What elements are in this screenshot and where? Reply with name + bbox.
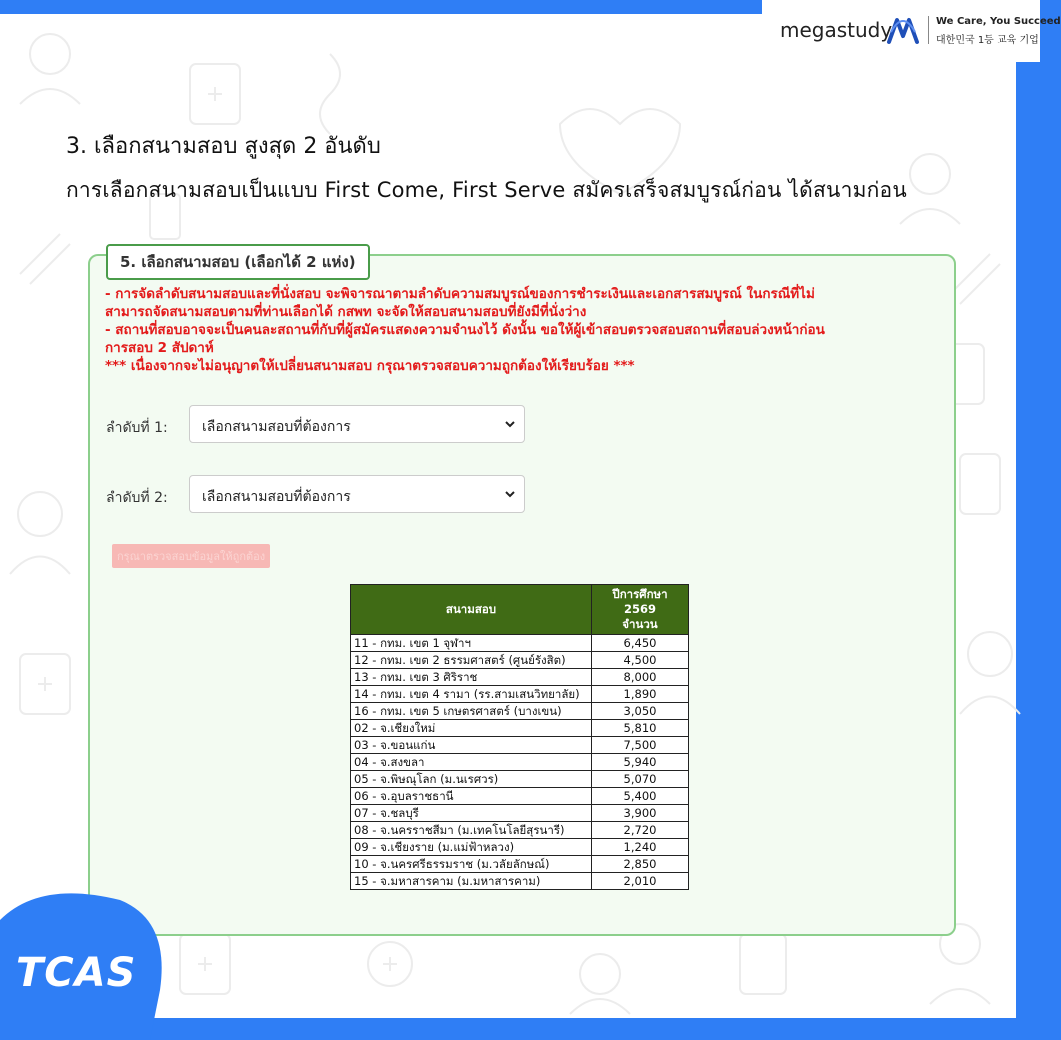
capacity-header-year: ปีการศึกษา 2569 [612,587,668,616]
venue-capacity-cell: 4,500 [592,652,689,669]
venue-name-cell: 12 - กทม. เขต 2 ธรรมศาสตร์ (ศูนย์รังสิต) [351,652,592,669]
venue-name-cell: 10 - จ.นครศรีธรรมราช (ม.วลัยลักษณ์) [351,856,592,873]
venue-notice [105,285,945,375]
rank1-venue-select[interactable] [189,405,525,443]
table-row [351,720,689,737]
venue-capacity-cell: 2,720 [592,822,689,839]
venue-name-cell: 15 - จ.มหาสารคาม (ม.มหาสารคาม) [351,873,592,890]
table-row [351,737,689,754]
table-body [351,635,689,890]
panel-title: 5. เลือกสนามสอบ (เลือกได้ 2 แห่ง) [106,244,370,280]
capacity-column-header [592,585,689,635]
venue-name-cell: 06 - จ.อุบลราชธานี [351,788,592,805]
venue-name-cell: 04 - จ.สงขลา [351,754,592,771]
rank1-label: ลำดับที่ 1: [106,420,168,436]
venue-capacity-cell: 1,240 [592,839,689,856]
venue-name-cell: 11 - กทม. เขต 1 จุฬาฯ [351,635,592,652]
venue-capacity-cell: 3,900 [592,805,689,822]
rank1-selected-value: เลือกสนามสอบที่ต้องการ [202,419,351,435]
venue-capacity-cell: 8,000 [592,669,689,686]
venue-name-cell: 08 - จ.นครราชสีมา (ม.เทคโนโลยีสุรนารี) [351,822,592,839]
notice-line: - การจัดลำดับสนามสอบและที่นั่งสอบ จะพิจารณาตามลำดับความสมบูรณ์ของการชำระเงินและเอกสารสมบูรณ์ ในกรณีที่ไม่ [105,286,815,302]
venue-capacity-cell: 7,500 [592,737,689,754]
rank2-selected-value: เลือกสนามสอบที่ต้องการ [202,489,351,505]
venue-capacity-cell: 2,010 [592,873,689,890]
table-row [351,686,689,703]
table-row [351,839,689,856]
venue-capacity-cell: 5,400 [592,788,689,805]
brand-subtagline: 대한민국 1등 교육 기업 [936,35,1039,46]
venue-column-header: สนามสอบ [351,585,592,635]
verify-data-button[interactable]: กรุณาตรวจสอบข้อมูลให้ถูกต้อง [112,544,270,568]
table-row [351,771,689,788]
venue-name-cell: 13 - กทม. เขต 3 ศิริราช [351,669,592,686]
rank2-venue-select[interactable] [189,475,525,513]
brand-wordmark: megastudy [780,18,893,42]
first-come-note: การเลือกสนามสอบเป็นแบบ First Come, First Serve สมัครเสร็จสมบูรณ์ก่อน ได้สนามก่อน [66,178,907,202]
venue-capacity-cell: 2,850 [592,856,689,873]
table-row [351,788,689,805]
table-row [351,856,689,873]
tcas-badge-text: TCAS [16,950,137,996]
notice-line: การสอบ 2 สัปดาห์ [105,340,214,356]
brand-tagline: We Care, You Succeed [936,16,1061,27]
table-row [351,669,689,686]
table-row [351,635,689,652]
chevron-down-icon [504,418,516,430]
table-row [351,652,689,669]
notice-line: - สถานที่สอบอาจจะเป็นคนละสถานที่กับที่ผู้สมัครแสดงความจำนงไว้ ดังนั้น ขอให้ผู้เข้าสอบตรวจสอบสถานที่สอบล่วงหน้าก่อน [105,322,825,338]
venue-name-cell: 05 - จ.พิษณุโลก (ม.นเรศวร) [351,771,592,788]
venue-name-cell: 16 - กทม. เขต 5 เกษตรศาสตร์ (บางเขน) [351,703,592,720]
venue-name-cell: 14 - กทม. เขต 4 รามา (รร.สามเสนวิทยาลัย) [351,686,592,703]
step-heading: 3. เลือกสนามสอบ สูงสุด 2 อันดับ [66,134,381,159]
venue-capacity-cell: 3,050 [592,703,689,720]
venue-capacity-cell: 5,070 [592,771,689,788]
megastudy-m-icon [885,12,921,48]
venue-name-cell: 09 - จ.เชียงราย (ม.แม่ฟ้าหลวง) [351,839,592,856]
table-row [351,873,689,890]
table-row [351,822,689,839]
rank2-label: ลำดับที่ 2: [106,490,168,506]
table-row [351,703,689,720]
notice-line: *** เนื่องจากจะไม่อนุญาตให้เปลี่ยนสนามสอบ กรุณาตรวจสอบความถูกต้องให้เรียบร้อย *** [105,358,635,374]
venue-name-cell: 07 - จ.ชลบุรี [351,805,592,822]
notice-line: สามารถจัดสนามสอบตามที่ท่านเลือกได้ กสพท จะจัดให้สอบสนามสอบที่ยังมีที่นั่งว่าง [105,304,587,320]
venue-capacity-table [350,584,689,890]
table-row [351,754,689,771]
venue-name-cell: 02 - จ.เชียงใหม่ [351,720,592,737]
table-row [351,805,689,822]
venue-capacity-cell: 5,940 [592,754,689,771]
logo-divider [928,16,929,44]
venue-capacity-cell: 5,810 [592,720,689,737]
venue-capacity-cell: 6,450 [592,635,689,652]
chevron-down-icon [504,488,516,500]
table-header-row [351,585,689,635]
capacity-header-count: จำนวน [622,617,658,631]
venue-capacity-cell: 1,890 [592,686,689,703]
brand-logo [762,0,1061,62]
venue-name-cell: 03 - จ.ขอนแก่น [351,737,592,754]
